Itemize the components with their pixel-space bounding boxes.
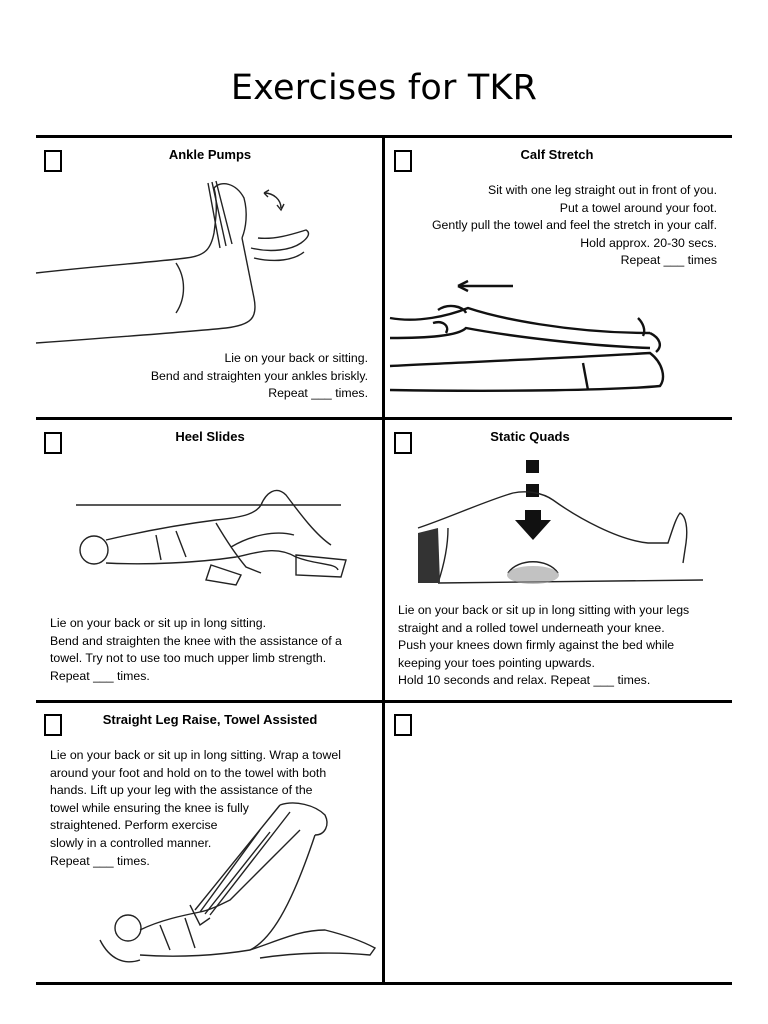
calf-stretch-checkbox[interactable]	[394, 150, 412, 172]
exercise-title: Ankle Pumps	[168, 147, 252, 162]
instruction-line: Repeat ___ times	[620, 253, 717, 268]
instruction-line: Hold approx. 20-30 secs.	[580, 235, 717, 250]
heel-slides-illustration	[76, 485, 346, 585]
straight-leg-raise-checkbox[interactable]	[44, 714, 62, 736]
instruction-line: Push your knees down firmly against the bed while	[398, 638, 675, 653]
static-quads-checkbox[interactable]	[394, 432, 412, 454]
instruction-line: slowly in a controlled manner.	[50, 835, 212, 850]
straight-leg-raise-illustration	[100, 800, 380, 975]
ankle-pumps-instructions	[40, 350, 368, 403]
instruction-line: Bend and straighten your ankles briskly.	[150, 368, 368, 383]
empty-slot-checkbox[interactable]	[394, 714, 412, 736]
instruction-line: towel while ensuring the knee is fully	[50, 800, 249, 815]
instruction-line: straightened. Perform exercise	[50, 818, 218, 833]
heel-slides-instructions	[50, 615, 342, 685]
instruction-line: Sit with one leg straight out in front of you.	[488, 183, 717, 197]
calf-stretch-illustration	[388, 278, 678, 403]
instruction-line: Lie on your back or sit up in long sitting with your legs	[398, 603, 690, 617]
instruction-line: Hold 10 seconds and relax. Repeat ___ times.	[398, 673, 651, 688]
calf-stretch-instructions	[392, 182, 717, 270]
ankle-pumps-checkbox[interactable]	[44, 150, 62, 172]
instruction-line: Bend and straighten the knee with the assistance of a	[50, 633, 342, 648]
instruction-line: towel. Try not to use too much upper limb strength.	[50, 651, 327, 666]
exercise-title: Static Quads	[490, 429, 570, 444]
instruction-line: Lie on your back or sit up in long sitting.	[50, 616, 267, 630]
page-title: Exercises for TKR	[230, 68, 538, 108]
instruction-line: Put a towel around your foot.	[559, 200, 717, 215]
instruction-line: Lie on your back or sit up in long sitting. Wrap a towel	[50, 748, 341, 762]
instruction-line: Repeat ___ times.	[268, 386, 368, 401]
instruction-line: Lie on your back or sitting.	[224, 351, 368, 365]
ankle-pumps-illustration	[36, 178, 336, 348]
push-down-arrow	[515, 460, 551, 540]
exercise-title: Calf Stretch	[520, 147, 594, 162]
heel-slides-checkbox[interactable]	[44, 432, 62, 454]
instruction-line: hands. Lift up your leg with the assistance of the	[50, 783, 313, 798]
grid-line-center	[382, 136, 385, 984]
instruction-line: Gently pull the towel and feel the stretch in your calf.	[431, 218, 717, 233]
instruction-line: straight and a rolled towel underneath your knee.	[398, 620, 665, 635]
instruction-line: around your foot and hold on to the towel with both	[50, 765, 327, 780]
instruction-line: Repeat ___ times.	[50, 853, 150, 868]
instruction-line: Repeat ___ times.	[50, 668, 150, 683]
instruction-line: keeping your toes pointing upwards.	[398, 655, 595, 670]
exercise-title: Straight Leg Raise, Towel Assisted	[102, 712, 318, 727]
static-quads-instructions	[398, 602, 689, 690]
static-quads-illustration	[418, 458, 703, 588]
exercise-title: Heel Slides	[175, 429, 245, 444]
